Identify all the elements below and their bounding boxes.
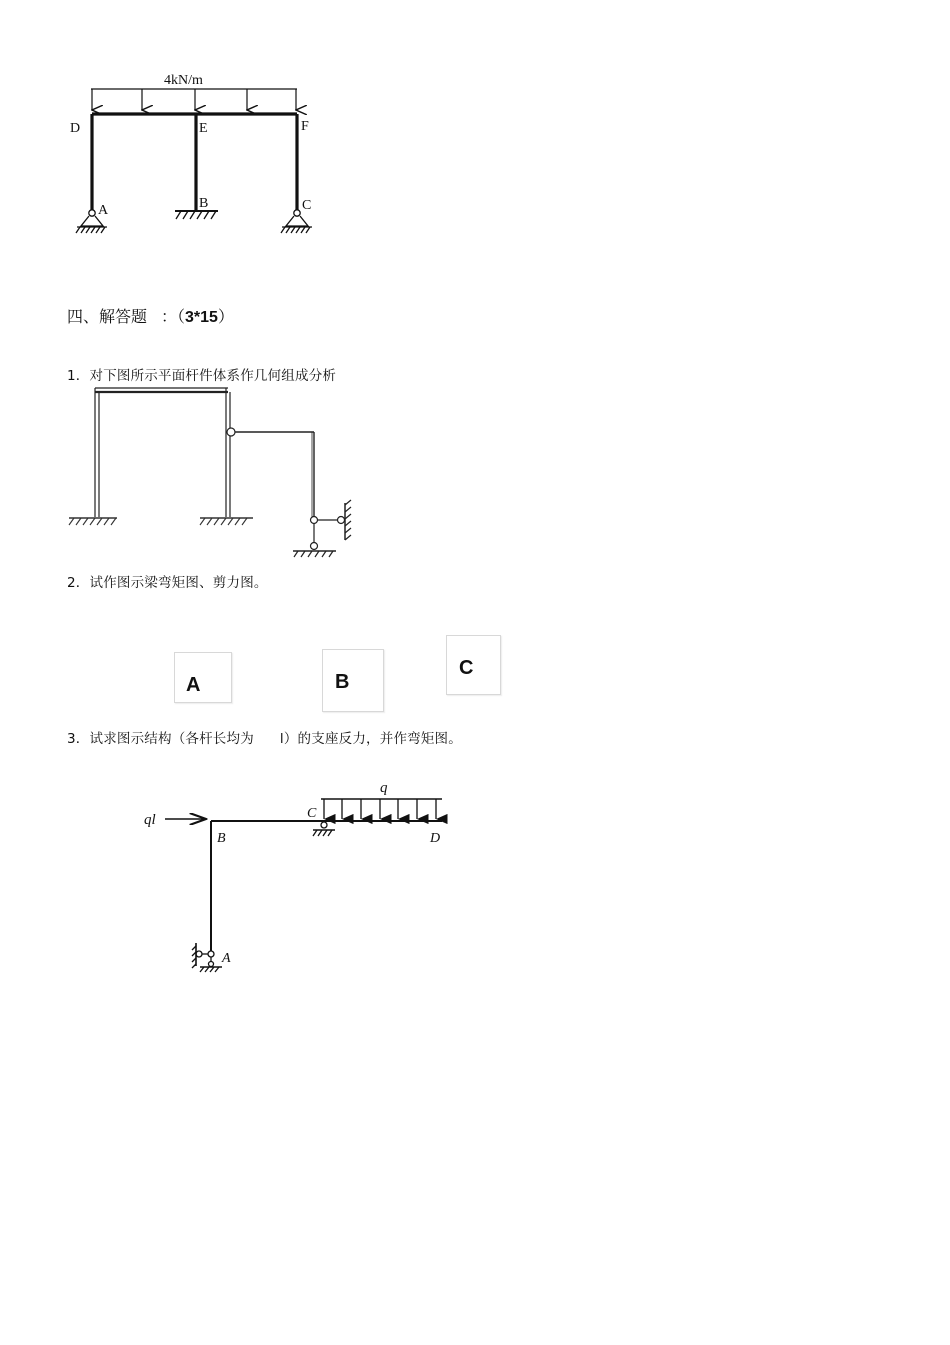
load-arrows bbox=[92, 89, 296, 110]
node-label-e: E bbox=[199, 121, 208, 136]
node-label-b: B bbox=[199, 196, 209, 211]
node-label-b: B bbox=[217, 831, 226, 846]
right-member bbox=[235, 432, 314, 518]
node-label-d: D bbox=[70, 121, 81, 136]
question-3-text-after: ）的支座反力，并作弯矩图。 bbox=[283, 731, 462, 747]
question-2-text: 试作图示梁弯矩图、剪力图。 bbox=[89, 575, 268, 591]
node-label-c: C bbox=[307, 806, 317, 821]
question-3-length-var: l bbox=[279, 731, 284, 747]
node-label-c: C bbox=[302, 198, 312, 213]
question-1-text: 对下图所示平面杆件体系作几何组成分析 bbox=[89, 368, 337, 384]
node-label-a: A bbox=[98, 203, 109, 218]
section-heading bbox=[67, 304, 234, 327]
load-arrows bbox=[324, 799, 436, 819]
fixed-support-left bbox=[69, 518, 117, 525]
geometric-system-diagram bbox=[60, 380, 370, 560]
link-support-horizontal bbox=[311, 500, 352, 540]
load-label: q bbox=[380, 780, 388, 796]
section-score: 3*15 bbox=[185, 309, 218, 326]
question-3 bbox=[67, 727, 462, 747]
frame-diagram-1 bbox=[60, 60, 390, 250]
section-score-suffix: ） bbox=[217, 307, 234, 326]
roller-support-c bbox=[313, 822, 335, 836]
node-label-f: F bbox=[301, 119, 309, 134]
box-b-label: B bbox=[335, 671, 350, 693]
question-3-number: 3． bbox=[67, 731, 90, 747]
fixed-support-b bbox=[175, 211, 218, 219]
force-label: ql bbox=[144, 812, 156, 828]
fixed-support-middle bbox=[200, 518, 253, 525]
hinge-support-c bbox=[281, 210, 312, 233]
link-support-vertical bbox=[293, 524, 336, 557]
question-2-number: 2． bbox=[67, 575, 90, 591]
section-score-prefix: ：（ bbox=[161, 307, 186, 326]
box-a bbox=[174, 652, 232, 703]
box-c-label: C bbox=[459, 657, 474, 679]
question-1-number: 1． bbox=[67, 368, 90, 384]
box-c bbox=[446, 635, 501, 695]
support-a bbox=[192, 943, 222, 972]
box-b bbox=[322, 649, 384, 712]
l-frame-diagram bbox=[130, 770, 460, 980]
load-label: 4kN/m bbox=[164, 73, 203, 88]
box-a-label: A bbox=[186, 674, 201, 696]
node-label-d: D bbox=[430, 831, 441, 846]
node-label-a: A bbox=[222, 951, 231, 966]
question-3-text-before: 试求图示结构（各杆长均为 bbox=[89, 731, 254, 747]
left-frame bbox=[95, 388, 230, 517]
hinge-joint bbox=[227, 428, 235, 436]
question-2 bbox=[67, 571, 268, 591]
section-title: 四、解答题 bbox=[67, 307, 148, 326]
